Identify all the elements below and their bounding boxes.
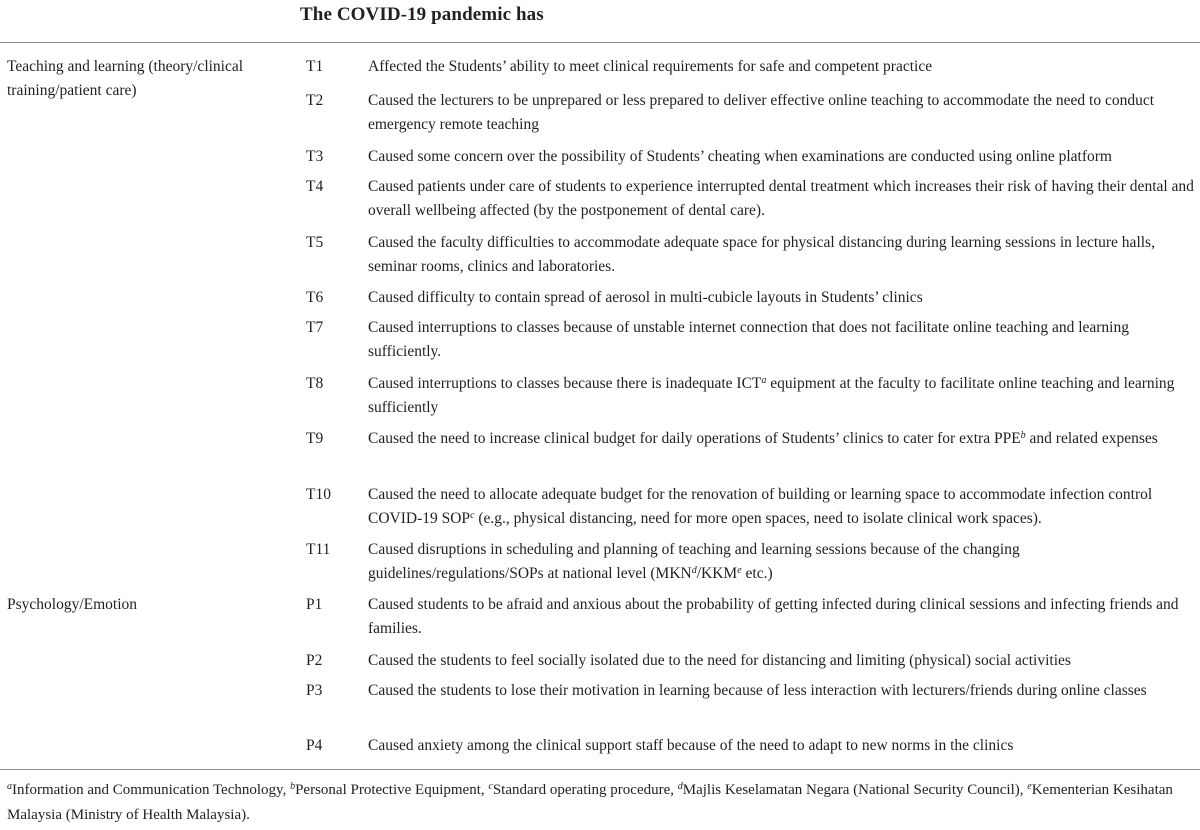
row-text: Caused interruptions to classes because there is inadequate ICT$^a$ equipment at the faculty to facilitate online teaching and learning sufficiently — [368, 375, 1175, 416]
table-footnote: $^a$Information and Communication Technology, $^b$Personal Protective Equipment, $^c$Standard operating procedure, $^d$Majlis Keselamatan Negara (National Security Council), $^e$Kementerian Kesihatan Malaysia (Ministry of Health Malaysia). — [7, 781, 1173, 823]
row-code: T8 — [306, 375, 324, 392]
row-text: Caused the need to increase clinical budget for daily operations of Students’ clinics to cater for extra PPE$^b$ and related expenses — [368, 430, 1158, 447]
row-text: Caused the lecturers to be unprepared or less prepared to deliver effective online teaching to accommodate the need to conduct emergency remote teaching — [368, 92, 1155, 133]
row-text: Caused some concern over the possibility of Students’ cheating when examinations are conducted using online platform — [368, 148, 1112, 165]
row-text: Caused anxiety among the clinical support staff because of the need to adapt to new norms in the clinics — [368, 737, 1014, 754]
row-code: T5 — [306, 234, 324, 251]
row-text: Caused disruptions in scheduling and planning of teaching and learning sessions because of the changing guidelines/regulations/SOPs at national level (MKN$^d$/KKM$^e$ etc.) — [368, 541, 1020, 582]
row-code: T7 — [306, 319, 324, 336]
row-text: Caused the need to allocate adequate budget for the renovation of building or learning space to accommodate infection control COVID-19 SOP$^c$ (e.g., physical distancing, need for more open spaces, need to isolate clinical work spaces). — [368, 486, 1153, 527]
table-bottom-rule — [0, 769, 1200, 770]
row-code: T11 — [306, 541, 331, 558]
row-code: T6 — [306, 289, 324, 306]
row-text: Caused the students to feel socially isolated due to the need for distancing and limiting (physical) social activities — [368, 652, 1071, 669]
row-code: T1 — [306, 58, 324, 75]
footnote-mark-e: e — [737, 565, 742, 576]
row-text: Caused difficulty to contain spread of aerosol in multi-cubicle layouts in Students’ clinics — [368, 289, 923, 306]
row-text: Caused patients under care of students to experience interrupted dental treatment which increases their risk of having their dental and overall wellbeing affected (by the postponement of dental care). — [368, 178, 1194, 219]
row-code: P4 — [306, 737, 323, 754]
row-code: T3 — [306, 148, 324, 165]
row-code: P3 — [306, 682, 323, 699]
table-title: The COVID-19 pandemic has — [300, 4, 544, 25]
row-code: T4 — [306, 178, 324, 195]
row-code: T2 — [306, 92, 324, 109]
row-text: Caused students to be afraid and anxious about the probability of getting infected during clinical sessions and infecting friends and families. — [368, 596, 1179, 637]
footnote-mark-b: b — [1020, 430, 1026, 441]
footnote-mark-d: d — [691, 565, 697, 576]
row-code: T9 — [306, 430, 324, 447]
row-text: Affected the Students’ ability to meet clinical requirements for safe and competent practice — [368, 58, 933, 75]
row-text: Caused the students to lose their motivation in learning because of less interaction with lecturers/friends during online classes — [368, 682, 1147, 699]
row-text: Caused the faculty difficulties to accommodate adequate space for physical distancing during learning sessions in lecture halls, seminar rooms, clinics and laboratories. — [368, 234, 1155, 275]
row-code: P2 — [306, 652, 323, 669]
row-text: Caused interruptions to classes because of unstable internet connection that does not facilitate online teaching and learning sufficiently. — [368, 319, 1129, 360]
header-rule — [0, 42, 1200, 43]
row-code: P1 — [306, 596, 323, 613]
category-teaching-learning: Teaching and learning (theory/clinical training/patient care) — [7, 58, 244, 99]
footnote-mark-c: c — [470, 510, 475, 521]
row-code: T10 — [306, 486, 331, 503]
category-psychology-emotion: Psychology/Emotion — [7, 596, 138, 613]
footnote-mark-a: a — [761, 375, 767, 386]
